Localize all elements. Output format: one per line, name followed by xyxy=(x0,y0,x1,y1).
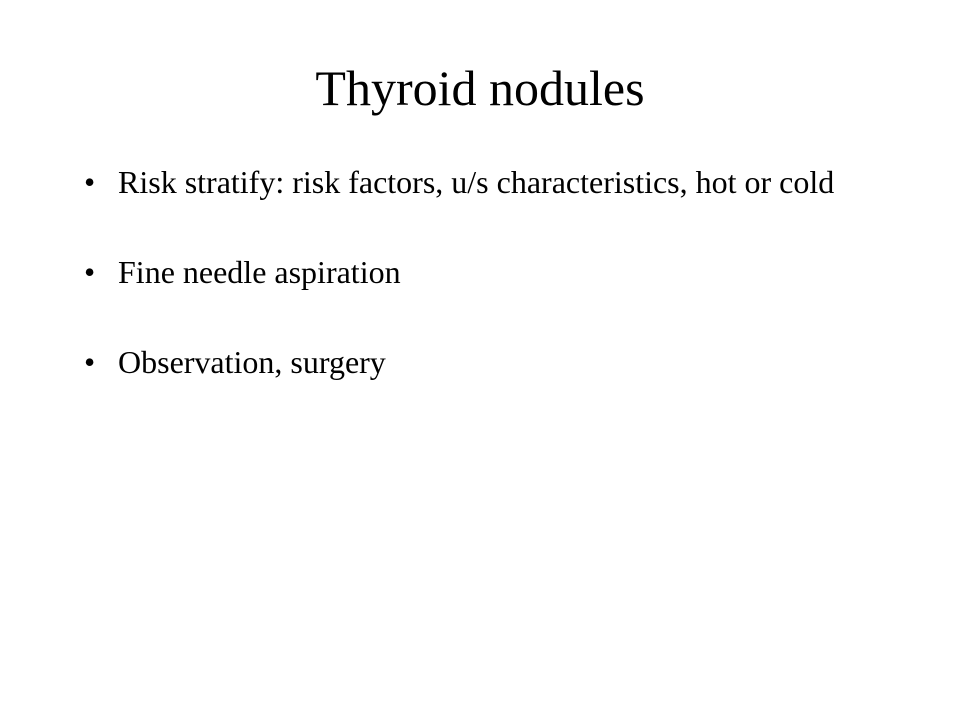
bullet-item-fine-needle-aspiration xyxy=(84,250,904,295)
bullet-text: Observation, surgery xyxy=(118,344,386,380)
bullet-item-observation-surgery xyxy=(84,340,904,385)
bullet-text: Risk stratify: risk factors, u/s characteristics, hot or cold xyxy=(118,164,835,200)
bullet-marker: • xyxy=(84,344,96,380)
bullet-list xyxy=(84,160,904,385)
slide-title: Thyroid nodules xyxy=(315,60,645,116)
bullet-text: Fine needle aspiration xyxy=(118,254,401,290)
bullet-marker: • xyxy=(84,254,96,290)
bullet-item-risk-stratify xyxy=(84,160,904,205)
bullet-marker: • xyxy=(84,164,96,200)
